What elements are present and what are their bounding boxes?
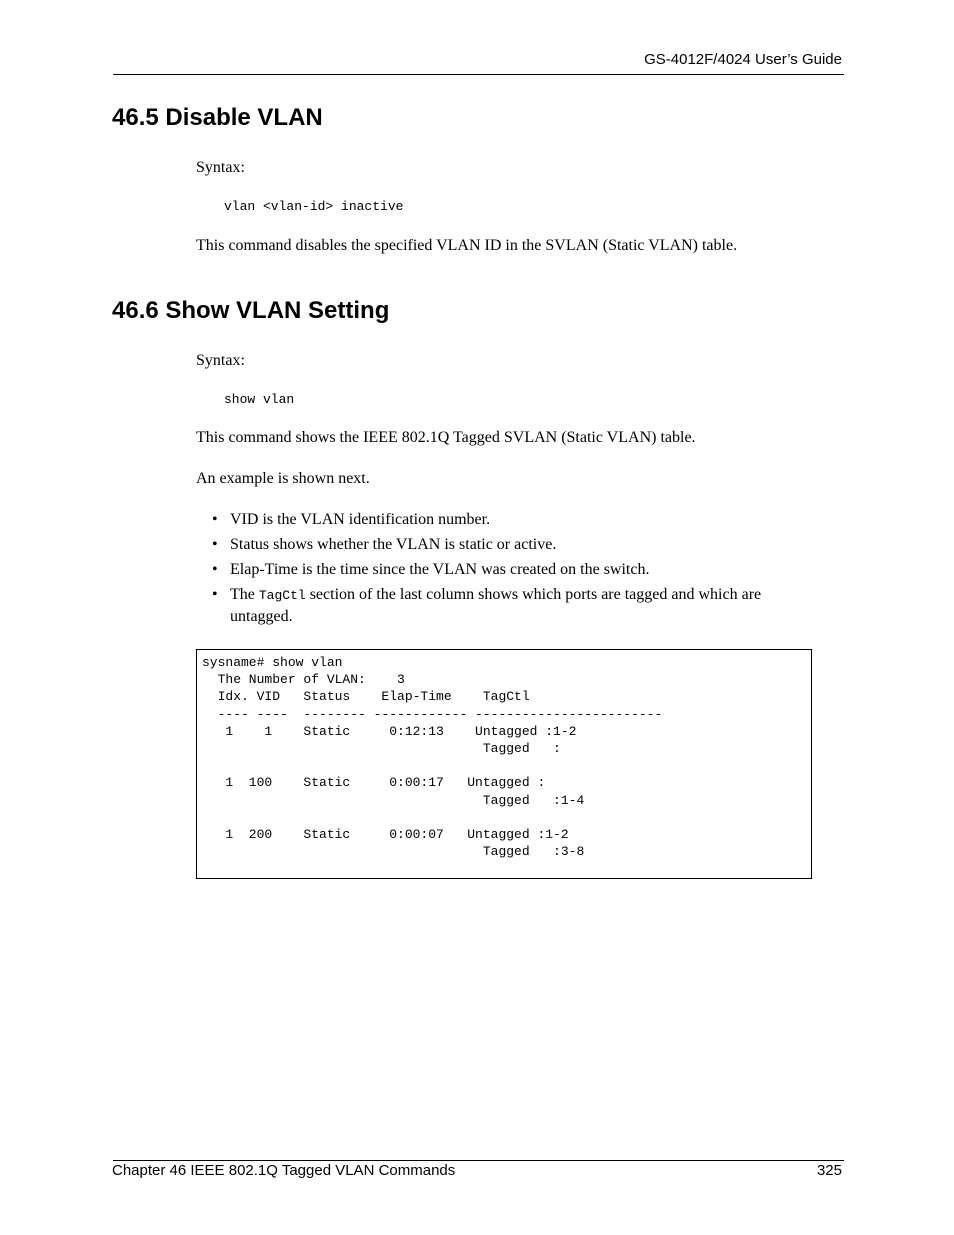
section-46-6-syntax-code: show vlan <box>224 392 295 407</box>
footer-rule <box>113 1160 844 1161</box>
field-description-list <box>212 509 822 631</box>
list-item: • Elap-Time is the time since the VLAN was created on the switch. <box>212 561 650 578</box>
header-rule <box>113 74 844 75</box>
example-output-box <box>196 649 812 879</box>
list-item: • VID is the VLAN identification number. <box>212 511 491 528</box>
section-46-5-heading: 46.5 Disable VLAN <box>112 104 323 131</box>
list-item: • Status shows whether the VLAN is static or active. <box>212 536 557 553</box>
example-intro: An example is shown next. <box>196 470 370 487</box>
footer-page-number: 325 <box>816 1162 842 1179</box>
section-46-5-syntax-code: vlan <vlan-id> inactive <box>224 199 404 214</box>
footer-chapter-title: Chapter 46 IEEE 802.1Q Tagged VLAN Commands <box>112 1162 456 1179</box>
section-46-5-description: This command disables the specified VLAN ID in the SVLAN (Static VLAN) table. <box>196 237 738 254</box>
section-46-6-syntax-label: Syntax: <box>196 352 245 369</box>
running-header-title: GS-4012F/4024 User’s Guide <box>644 51 842 68</box>
example-output-code: sysname# show vlan The Number of VLAN: 3 Idx. VID Status Elap-Time TagCtl ---- ---- -------- ------------ ------------------------ 1 1 Static 0:12:13 Untagged :1-2 Tagged : 1 100 Static 0:00:17 Untagged : Tagged :1-4 1 200 Static 0:00:07 Untagged :1-2 Tagged :3-8 <box>202 655 663 860</box>
tagctl-code: TagCtl <box>258 588 306 603</box>
list-item: • The TagCtl section of the last column shows which ports are tagged and which are untagged. <box>212 586 762 625</box>
section-46-5-syntax-label: Syntax: <box>196 159 245 176</box>
section-46-6-description: This command shows the IEEE 802.1Q Tagged SVLAN (Static VLAN) table. <box>196 429 696 446</box>
section-46-6-heading: 46.6 Show VLAN Setting <box>112 297 390 324</box>
